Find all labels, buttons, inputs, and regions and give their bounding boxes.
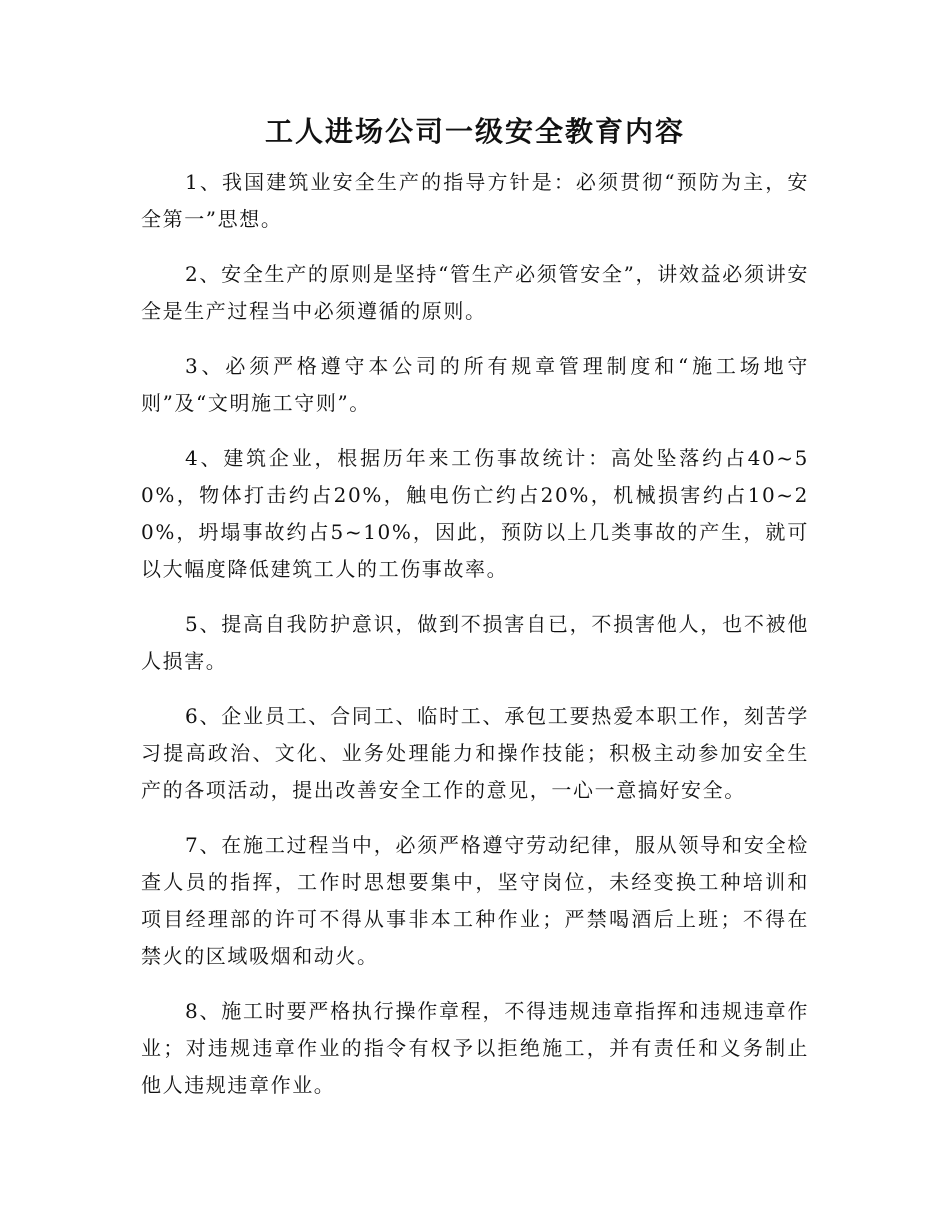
paragraph-6: 6、企业员工、合同工、临时工、承包工要热爱本职工作，刻苦学习提高政治、文化、业务处理能力和操作技能；积极主动参加安全生产的各项活动，提出改善安全工作的意见，一心一意搞好安全。 bbox=[141, 704, 809, 802]
paragraph-2: 2、安全生产的原则是坚持“管生产必须管安全”，讲效益必须讲安全是生产过程当中必须遵循的原则。 bbox=[141, 262, 809, 323]
paragraph-3: 3、必须严格遵守本公司的所有规章管理制度和“施工场地守则”及“文明施工守则”。 bbox=[141, 354, 809, 415]
paragraph-4: 4、建筑企业，根据历年来工伤事故统计：高处坠落约占40~50%，物体打击约占20%，触电伤亡约占20%，机械损害约占10~20%，坍塌事故约占5~10%，因此，预防以上几类事故的产生，就可以大幅度降低建筑工人的工伤事故率。 bbox=[141, 446, 809, 581]
paragraph-1: 1、我国建筑业安全生产的指导方针是：必须贯彻“预防为主，安全第一”思想。 bbox=[141, 170, 809, 231]
document-title: 工人进场公司一级安全教育内容 bbox=[264, 115, 685, 148]
document-body bbox=[141, 164, 809, 1122]
paragraph-5: 5、提高自我防护意识，做到不损害自已，不损害他人，也不被他人损害。 bbox=[141, 612, 809, 673]
paragraph-7: 7、在施工过程当中，必须严格遵守劳动纪律，服从领导和安全检查人员的指挥，工作时思想要集中，坚守岗位，未经变换工种培训和项目经理部的许可不得从事非本工种作业；严禁喝酒后上班；不得在禁火的区域吸烟和动火。 bbox=[141, 833, 809, 968]
paragraph-8: 8、施工时要严格执行操作章程，不得违规违章指挥和违规违章作业；对违规违章作业的指令有权予以拒绝施工，并有责任和义务制止他人违规违章作业。 bbox=[141, 999, 809, 1097]
